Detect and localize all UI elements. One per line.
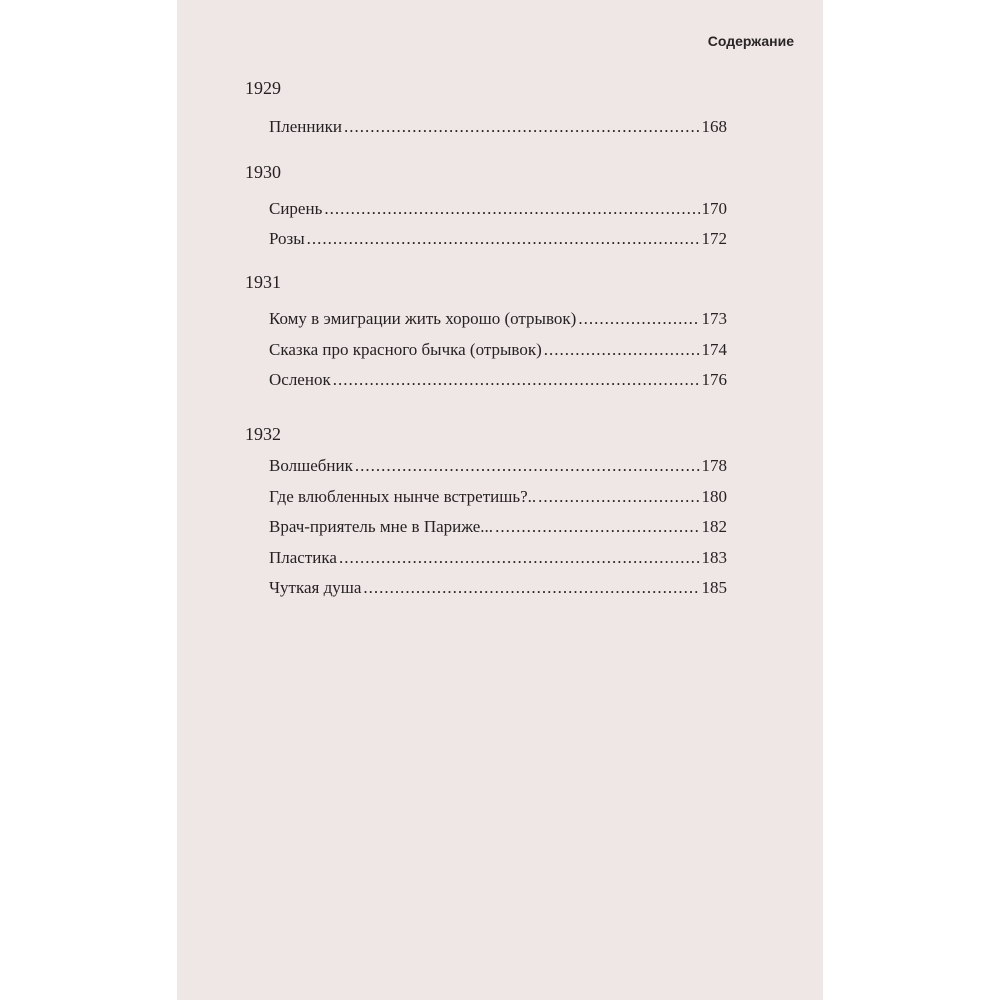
dot-leader	[355, 456, 700, 476]
entry-page: 185	[701, 578, 727, 597]
entry-page: 168	[701, 117, 727, 136]
toc-entry[interactable]	[269, 548, 727, 568]
entry-title: Чуткая душа	[269, 578, 362, 597]
toc-entry[interactable]	[269, 487, 727, 507]
page-header: Содержание	[707, 33, 794, 49]
entry-title: Сказка про красного бычка (отрывок)	[269, 340, 542, 359]
entry-page: 178	[701, 456, 727, 475]
entry-title: Осленок	[269, 370, 331, 389]
book-page	[177, 0, 823, 1000]
entry-title: Кому в эмиграции жить хорошо (отрывок)	[269, 309, 577, 328]
entry-page: 180	[701, 487, 727, 506]
dot-leader	[544, 340, 700, 360]
toc-entry[interactable]	[269, 229, 727, 249]
dot-leader	[344, 117, 700, 137]
entry-title: Волшебник	[269, 456, 353, 475]
dot-leader	[339, 548, 700, 568]
year-heading: 1932	[245, 424, 281, 444]
entry-page: 176	[701, 370, 727, 389]
year-heading: 1931	[245, 272, 281, 292]
dot-leader	[324, 199, 699, 219]
dot-leader	[495, 517, 699, 537]
entry-title: Сирень	[269, 199, 323, 218]
entry-page: 174	[701, 340, 727, 359]
year-heading: 1930	[245, 162, 281, 182]
toc-entry[interactable]	[269, 578, 727, 598]
dot-leader	[333, 370, 700, 390]
entry-title: Где влюбленных нынче встретишь?..	[269, 487, 537, 506]
dot-leader	[538, 487, 699, 507]
entry-title: Врач-приятель мне в Париже...	[269, 517, 494, 536]
entry-title: Пленники	[269, 117, 342, 136]
entry-title: Розы	[269, 229, 305, 248]
dot-leader	[307, 229, 700, 249]
toc-entry[interactable]	[269, 309, 727, 329]
entry-page: 183	[701, 548, 727, 567]
toc-entry[interactable]	[269, 456, 727, 476]
dot-leader	[578, 309, 699, 329]
entry-title: Пластика	[269, 548, 337, 567]
toc-entry[interactable]	[269, 117, 727, 137]
toc-entry[interactable]	[269, 517, 727, 537]
entry-page: 170	[701, 199, 727, 218]
toc-entry[interactable]	[269, 340, 727, 360]
dot-leader	[363, 578, 699, 598]
year-heading: 1929	[245, 78, 281, 98]
toc-entry[interactable]	[269, 370, 727, 390]
toc-entry[interactable]	[269, 199, 727, 219]
entry-page: 173	[701, 309, 727, 328]
entry-page: 172	[701, 229, 727, 248]
entry-page: 182	[701, 517, 727, 536]
